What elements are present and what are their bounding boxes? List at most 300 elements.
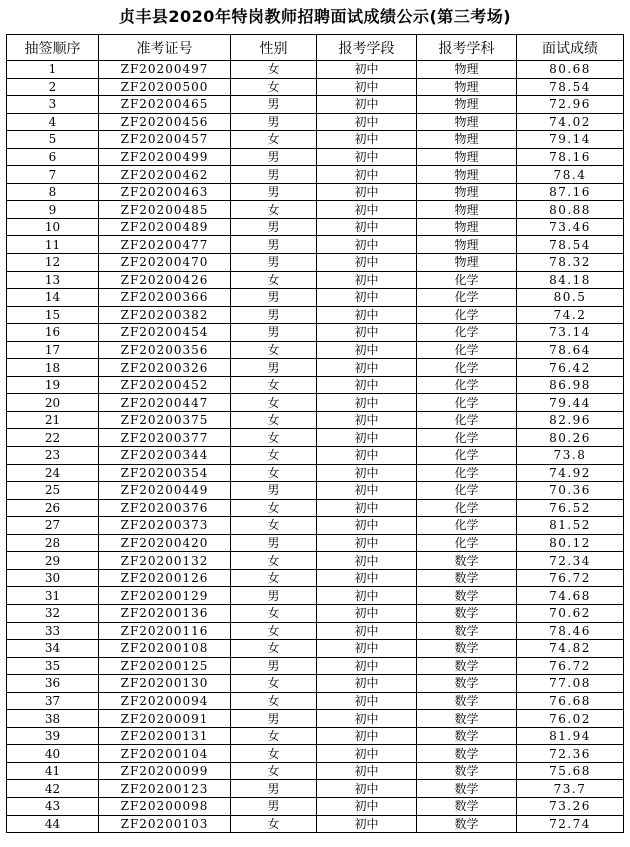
cell-draw-order: 28 (7, 534, 99, 552)
cell-subject: 数学 (417, 727, 517, 745)
cell-school-level: 初中 (317, 675, 417, 693)
cell-interview-score: 76.68 (517, 692, 624, 710)
table-row (7, 61, 624, 79)
cell-ticket-number: ZF20200375 (99, 411, 231, 429)
cell-gender: 女 (231, 131, 317, 149)
cell-school-level: 初中 (317, 201, 417, 219)
cell-school-level: 初中 (317, 447, 417, 465)
cell-subject: 化学 (417, 341, 517, 359)
cell-ticket-number: ZF20200420 (99, 534, 231, 552)
cell-gender: 女 (231, 692, 317, 710)
cell-gender: 女 (231, 762, 317, 780)
cell-gender: 男 (231, 797, 317, 815)
cell-ticket-number: ZF20200447 (99, 394, 231, 412)
cell-gender: 男 (231, 289, 317, 307)
cell-draw-order: 36 (7, 675, 99, 693)
cell-school-level: 初中 (317, 552, 417, 570)
cell-gender: 男 (231, 254, 317, 272)
cell-ticket-number: ZF20200132 (99, 552, 231, 570)
cell-interview-score: 74.92 (517, 464, 624, 482)
cell-draw-order: 3 (7, 96, 99, 114)
cell-subject: 化学 (417, 359, 517, 377)
cell-ticket-number: ZF20200499 (99, 148, 231, 166)
cell-school-level: 初中 (317, 464, 417, 482)
cell-school-level: 初中 (317, 727, 417, 745)
cell-draw-order: 20 (7, 394, 99, 412)
cell-draw-order: 9 (7, 201, 99, 219)
cell-interview-score: 73.8 (517, 447, 624, 465)
cell-draw-order: 44 (7, 815, 99, 833)
cell-draw-order: 16 (7, 324, 99, 342)
table-row (7, 780, 624, 798)
cell-interview-score: 70.62 (517, 604, 624, 622)
cell-interview-score: 78.54 (517, 236, 624, 254)
cell-gender: 女 (231, 569, 317, 587)
cell-draw-order: 15 (7, 306, 99, 324)
cell-subject: 化学 (417, 447, 517, 465)
cell-draw-order: 2 (7, 78, 99, 96)
table-row (7, 534, 624, 552)
cell-subject: 物理 (417, 183, 517, 201)
cell-interview-score: 78.32 (517, 254, 624, 272)
cell-school-level: 初中 (317, 657, 417, 675)
cell-gender: 男 (231, 710, 317, 728)
table-row (7, 657, 624, 675)
cell-subject: 化学 (417, 324, 517, 342)
cell-interview-score: 72.74 (517, 815, 624, 833)
cell-gender: 男 (231, 482, 317, 500)
cell-interview-score: 70.36 (517, 482, 624, 500)
cell-draw-order: 26 (7, 499, 99, 517)
cell-ticket-number: ZF20200462 (99, 166, 231, 184)
cell-school-level: 初中 (317, 131, 417, 149)
cell-interview-score: 78.64 (517, 341, 624, 359)
cell-ticket-number: ZF20200377 (99, 429, 231, 447)
cell-interview-score: 82.96 (517, 411, 624, 429)
cell-ticket-number: ZF20200126 (99, 569, 231, 587)
cell-ticket-number: ZF20200489 (99, 218, 231, 236)
cell-gender: 男 (231, 587, 317, 605)
cell-school-level: 初中 (317, 113, 417, 131)
cell-school-level: 初中 (317, 534, 417, 552)
cell-subject: 化学 (417, 289, 517, 307)
cell-ticket-number: ZF20200366 (99, 289, 231, 307)
cell-gender: 女 (231, 394, 317, 412)
cell-school-level: 初中 (317, 61, 417, 79)
cell-gender: 女 (231, 552, 317, 570)
cell-draw-order: 10 (7, 218, 99, 236)
cell-draw-order: 31 (7, 587, 99, 605)
cell-school-level: 初中 (317, 359, 417, 377)
cell-subject: 化学 (417, 482, 517, 500)
table-row (7, 762, 624, 780)
cell-draw-order: 25 (7, 482, 99, 500)
cell-interview-score: 73.7 (517, 780, 624, 798)
table-row (7, 745, 624, 763)
cell-interview-score: 80.68 (517, 61, 624, 79)
cell-ticket-number: ZF20200098 (99, 797, 231, 815)
cell-ticket-number: ZF20200382 (99, 306, 231, 324)
cell-subject: 物理 (417, 96, 517, 114)
table-row (7, 517, 624, 535)
cell-school-level: 初中 (317, 780, 417, 798)
cell-gender: 男 (231, 166, 317, 184)
cell-draw-order: 13 (7, 271, 99, 289)
cell-ticket-number: ZF20200130 (99, 675, 231, 693)
cell-gender: 女 (231, 727, 317, 745)
table-row (7, 376, 624, 394)
cell-school-level: 初中 (317, 341, 417, 359)
cell-interview-score: 80.26 (517, 429, 624, 447)
cell-school-level: 初中 (317, 745, 417, 763)
cell-interview-score: 79.14 (517, 131, 624, 149)
cell-gender: 男 (231, 236, 317, 254)
cell-gender: 女 (231, 376, 317, 394)
cell-ticket-number: ZF20200465 (99, 96, 231, 114)
cell-interview-score: 76.72 (517, 657, 624, 675)
cell-subject: 数学 (417, 657, 517, 675)
cell-school-level: 初中 (317, 306, 417, 324)
cell-subject: 物理 (417, 61, 517, 79)
cell-draw-order: 7 (7, 166, 99, 184)
header-subject: 报考学科 (417, 35, 517, 61)
cell-draw-order: 41 (7, 762, 99, 780)
table-row (7, 482, 624, 500)
table-row (7, 411, 624, 429)
cell-subject: 物理 (417, 148, 517, 166)
cell-school-level: 初中 (317, 710, 417, 728)
cell-subject: 数学 (417, 604, 517, 622)
table-row (7, 289, 624, 307)
cell-interview-score: 76.42 (517, 359, 624, 377)
cell-school-level: 初中 (317, 499, 417, 517)
cell-interview-score: 76.52 (517, 499, 624, 517)
cell-interview-score: 87.16 (517, 183, 624, 201)
cell-gender: 女 (231, 745, 317, 763)
cell-school-level: 初中 (317, 815, 417, 833)
cell-subject: 数学 (417, 675, 517, 693)
cell-draw-order: 8 (7, 183, 99, 201)
cell-subject: 数学 (417, 622, 517, 640)
table-row (7, 569, 624, 587)
table-row (7, 359, 624, 377)
table-row (7, 797, 624, 815)
cell-interview-score: 81.94 (517, 727, 624, 745)
cell-subject: 化学 (417, 394, 517, 412)
cell-subject: 物理 (417, 236, 517, 254)
cell-subject: 化学 (417, 306, 517, 324)
table-header-row (7, 35, 624, 61)
cell-draw-order: 37 (7, 692, 99, 710)
cell-ticket-number: ZF20200470 (99, 254, 231, 272)
cell-draw-order: 6 (7, 148, 99, 166)
cell-gender: 男 (231, 183, 317, 201)
cell-school-level: 初中 (317, 78, 417, 96)
cell-interview-score: 73.14 (517, 324, 624, 342)
cell-gender: 男 (231, 780, 317, 798)
cell-gender: 女 (231, 622, 317, 640)
cell-draw-order: 33 (7, 622, 99, 640)
table-row (7, 271, 624, 289)
cell-ticket-number: ZF20200123 (99, 780, 231, 798)
table-row (7, 201, 624, 219)
table-row (7, 306, 624, 324)
cell-ticket-number: ZF20200477 (99, 236, 231, 254)
cell-subject: 化学 (417, 499, 517, 517)
cell-gender: 男 (231, 534, 317, 552)
cell-subject: 数学 (417, 815, 517, 833)
cell-ticket-number: ZF20200094 (99, 692, 231, 710)
cell-subject: 数学 (417, 587, 517, 605)
cell-gender: 女 (231, 411, 317, 429)
cell-gender: 女 (231, 429, 317, 447)
cell-ticket-number: ZF20200108 (99, 640, 231, 658)
cell-interview-score: 79.44 (517, 394, 624, 412)
results-table (6, 34, 624, 833)
cell-draw-order: 35 (7, 657, 99, 675)
header-gender: 性别 (231, 35, 317, 61)
cell-subject: 物理 (417, 254, 517, 272)
cell-gender: 女 (231, 201, 317, 219)
cell-gender: 女 (231, 499, 317, 517)
cell-subject: 数学 (417, 692, 517, 710)
cell-gender: 女 (231, 61, 317, 79)
cell-interview-score: 74.2 (517, 306, 624, 324)
table-row (7, 640, 624, 658)
cell-subject: 物理 (417, 218, 517, 236)
table-row (7, 429, 624, 447)
cell-ticket-number: ZF20200376 (99, 499, 231, 517)
cell-draw-order: 22 (7, 429, 99, 447)
cell-school-level: 初中 (317, 376, 417, 394)
cell-gender: 女 (231, 78, 317, 96)
table-row (7, 604, 624, 622)
cell-gender: 男 (231, 359, 317, 377)
cell-subject: 数学 (417, 762, 517, 780)
cell-interview-score: 74.82 (517, 640, 624, 658)
cell-draw-order: 38 (7, 710, 99, 728)
cell-subject: 化学 (417, 464, 517, 482)
table-row (7, 692, 624, 710)
cell-subject: 数学 (417, 797, 517, 815)
table-row (7, 447, 624, 465)
cell-subject: 化学 (417, 411, 517, 429)
cell-interview-score: 73.46 (517, 218, 624, 236)
cell-gender: 男 (231, 148, 317, 166)
cell-gender: 男 (231, 96, 317, 114)
cell-subject: 数学 (417, 780, 517, 798)
cell-school-level: 初中 (317, 236, 417, 254)
table-row (7, 254, 624, 272)
cell-draw-order: 11 (7, 236, 99, 254)
cell-school-level: 初中 (317, 96, 417, 114)
cell-draw-order: 24 (7, 464, 99, 482)
header-interview-score: 面试成绩 (517, 35, 624, 61)
cell-school-level: 初中 (317, 411, 417, 429)
cell-school-level: 初中 (317, 289, 417, 307)
cell-subject: 物理 (417, 166, 517, 184)
cell-ticket-number: ZF20200500 (99, 78, 231, 96)
table-row (7, 236, 624, 254)
cell-gender: 女 (231, 341, 317, 359)
cell-subject: 数学 (417, 569, 517, 587)
cell-school-level: 初中 (317, 604, 417, 622)
table-row (7, 587, 624, 605)
cell-ticket-number: ZF20200354 (99, 464, 231, 482)
cell-ticket-number: ZF20200344 (99, 447, 231, 465)
cell-draw-order: 40 (7, 745, 99, 763)
cell-ticket-number: ZF20200104 (99, 745, 231, 763)
cell-school-level: 初中 (317, 148, 417, 166)
cell-interview-score: 72.96 (517, 96, 624, 114)
table-row (7, 218, 624, 236)
cell-draw-order: 27 (7, 517, 99, 535)
table-row (7, 113, 624, 131)
cell-interview-score: 74.02 (517, 113, 624, 131)
table-row (7, 148, 624, 166)
cell-interview-score: 78.4 (517, 166, 624, 184)
cell-ticket-number: ZF20200457 (99, 131, 231, 149)
cell-gender: 男 (231, 324, 317, 342)
cell-ticket-number: ZF20200125 (99, 657, 231, 675)
cell-subject: 数学 (417, 640, 517, 658)
cell-school-level: 初中 (317, 569, 417, 587)
cell-subject: 物理 (417, 131, 517, 149)
cell-draw-order: 4 (7, 113, 99, 131)
cell-draw-order: 23 (7, 447, 99, 465)
cell-interview-score: 80.12 (517, 534, 624, 552)
cell-draw-order: 19 (7, 376, 99, 394)
cell-draw-order: 21 (7, 411, 99, 429)
table-row (7, 183, 624, 201)
table-row (7, 727, 624, 745)
table-row (7, 341, 624, 359)
cell-interview-score: 80.5 (517, 289, 624, 307)
cell-draw-order: 43 (7, 797, 99, 815)
table-row (7, 675, 624, 693)
cell-interview-score: 86.98 (517, 376, 624, 394)
cell-ticket-number: ZF20200103 (99, 815, 231, 833)
cell-school-level: 初中 (317, 797, 417, 815)
cell-gender: 男 (231, 113, 317, 131)
cell-school-level: 初中 (317, 254, 417, 272)
cell-ticket-number: ZF20200326 (99, 359, 231, 377)
cell-ticket-number: ZF20200454 (99, 324, 231, 342)
cell-ticket-number: ZF20200091 (99, 710, 231, 728)
cell-school-level: 初中 (317, 640, 417, 658)
table-row (7, 96, 624, 114)
cell-school-level: 初中 (317, 429, 417, 447)
cell-school-level: 初中 (317, 271, 417, 289)
cell-interview-score: 74.68 (517, 587, 624, 605)
header-school-level: 报考学段 (317, 35, 417, 61)
cell-ticket-number: ZF20200356 (99, 341, 231, 359)
table-row (7, 622, 624, 640)
table-body (7, 61, 624, 833)
cell-ticket-number: ZF20200116 (99, 622, 231, 640)
cell-gender: 女 (231, 517, 317, 535)
cell-ticket-number: ZF20200136 (99, 604, 231, 622)
cell-interview-score: 78.16 (517, 148, 624, 166)
header-draw-order: 抽签顺序 (7, 35, 99, 61)
cell-ticket-number: ZF20200456 (99, 113, 231, 131)
cell-interview-score: 78.54 (517, 78, 624, 96)
cell-subject: 化学 (417, 271, 517, 289)
cell-gender: 女 (231, 271, 317, 289)
cell-ticket-number: ZF20200497 (99, 61, 231, 79)
cell-school-level: 初中 (317, 482, 417, 500)
table-row (7, 552, 624, 570)
table-row (7, 78, 624, 96)
cell-school-level: 初中 (317, 517, 417, 535)
table-row (7, 464, 624, 482)
cell-school-level: 初中 (317, 394, 417, 412)
cell-ticket-number: ZF20200099 (99, 762, 231, 780)
cell-subject: 化学 (417, 429, 517, 447)
cell-draw-order: 12 (7, 254, 99, 272)
cell-draw-order: 32 (7, 604, 99, 622)
cell-school-level: 初中 (317, 218, 417, 236)
table-row (7, 815, 624, 833)
cell-ticket-number: ZF20200373 (99, 517, 231, 535)
cell-gender: 女 (231, 640, 317, 658)
cell-draw-order: 29 (7, 552, 99, 570)
cell-interview-score: 75.68 (517, 762, 624, 780)
cell-draw-order: 18 (7, 359, 99, 377)
cell-interview-score: 73.26 (517, 797, 624, 815)
cell-school-level: 初中 (317, 692, 417, 710)
cell-ticket-number: ZF20200452 (99, 376, 231, 394)
cell-interview-score: 84.18 (517, 271, 624, 289)
cell-gender: 女 (231, 815, 317, 833)
cell-ticket-number: ZF20200129 (99, 587, 231, 605)
cell-gender: 男 (231, 657, 317, 675)
cell-school-level: 初中 (317, 762, 417, 780)
cell-interview-score: 72.34 (517, 552, 624, 570)
cell-interview-score: 76.02 (517, 710, 624, 728)
cell-ticket-number: ZF20200449 (99, 482, 231, 500)
cell-school-level: 初中 (317, 183, 417, 201)
cell-gender: 女 (231, 447, 317, 465)
cell-subject: 物理 (417, 78, 517, 96)
cell-interview-score: 76.72 (517, 569, 624, 587)
cell-ticket-number: ZF20200463 (99, 183, 231, 201)
cell-subject: 化学 (417, 376, 517, 394)
cell-draw-order: 1 (7, 61, 99, 79)
cell-school-level: 初中 (317, 587, 417, 605)
cell-subject: 物理 (417, 113, 517, 131)
cell-ticket-number: ZF20200485 (99, 201, 231, 219)
cell-interview-score: 81.52 (517, 517, 624, 535)
cell-subject: 数学 (417, 552, 517, 570)
cell-school-level: 初中 (317, 622, 417, 640)
cell-ticket-number: ZF20200131 (99, 727, 231, 745)
page-title: 贞丰县2020年特岗教师招聘面试成绩公示(第三考场) (118, 7, 512, 26)
cell-school-level: 初中 (317, 166, 417, 184)
cell-draw-order: 30 (7, 569, 99, 587)
cell-draw-order: 17 (7, 341, 99, 359)
cell-subject: 数学 (417, 710, 517, 728)
cell-ticket-number: ZF20200426 (99, 271, 231, 289)
cell-school-level: 初中 (317, 324, 417, 342)
table-row (7, 324, 624, 342)
cell-interview-score: 80.88 (517, 201, 624, 219)
cell-gender: 女 (231, 604, 317, 622)
table-row (7, 394, 624, 412)
cell-subject: 化学 (417, 517, 517, 535)
cell-draw-order: 34 (7, 640, 99, 658)
cell-subject: 化学 (417, 534, 517, 552)
